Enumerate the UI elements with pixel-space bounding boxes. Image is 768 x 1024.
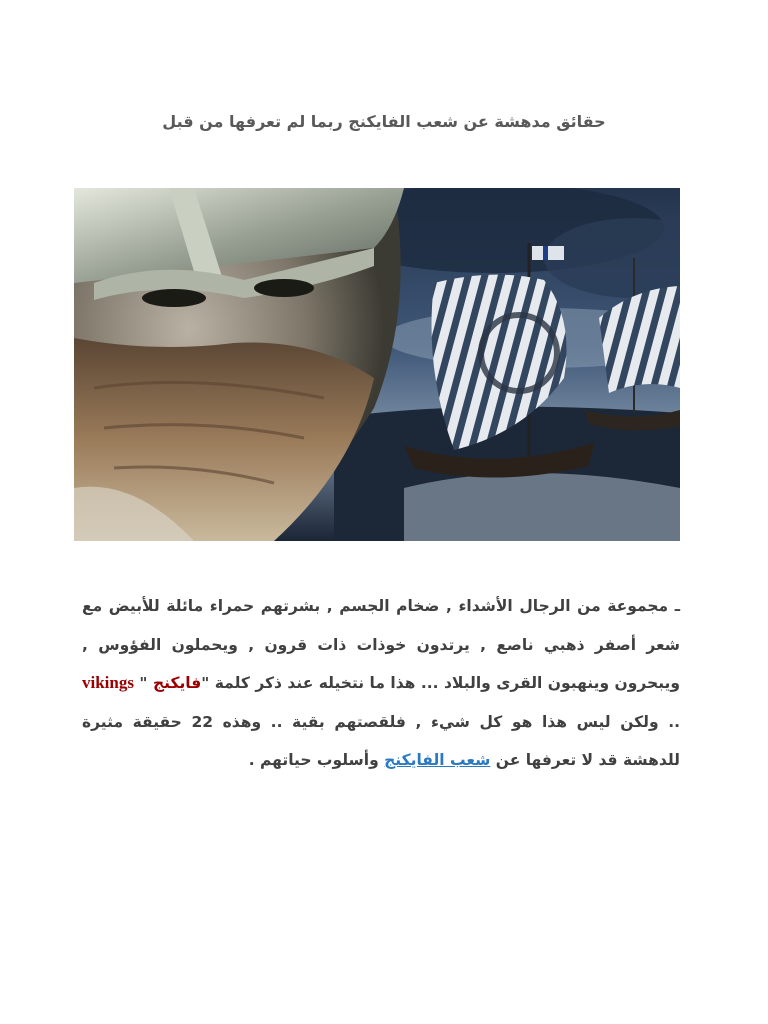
page-title: حقائق مدهشة عن شعب الفايكنج ربما لم تعرفها من قبل (162, 112, 606, 131)
viking-people-link[interactable]: شعب الفايكنج (384, 751, 491, 769)
paragraph-text-3: وأسلوب حياتهم . (248, 751, 385, 769)
viking-arabic-word: فايكنج (152, 674, 202, 692)
paragraph-text-2: .. ولكن ليس هذا هو كل شيء , فلقصتهم بقية .. وهذه 22 حقيقة مثيرة للدهشة قد لا تعرفها عن (82, 712, 680, 769)
intro-paragraph (82, 587, 680, 780)
viking-warrior-and-longships-image (74, 188, 680, 541)
paragraph-quote: " (133, 674, 153, 692)
paragraph-text-1: ـ مجموعة من الرجال الأشداء , ضخام الجسم , بشرتهم حمراء مائلة للأبيض مع شعر أصفر ذهبي ناصع , يرتدون خوذات ذات قرون , ويحملون الفؤوس , ويبحرون وينهبون القرى والبلاد ... هذا ما نتخيله عند ذكر كلمة " (82, 597, 680, 692)
viking-english-word: vikings (82, 673, 134, 692)
